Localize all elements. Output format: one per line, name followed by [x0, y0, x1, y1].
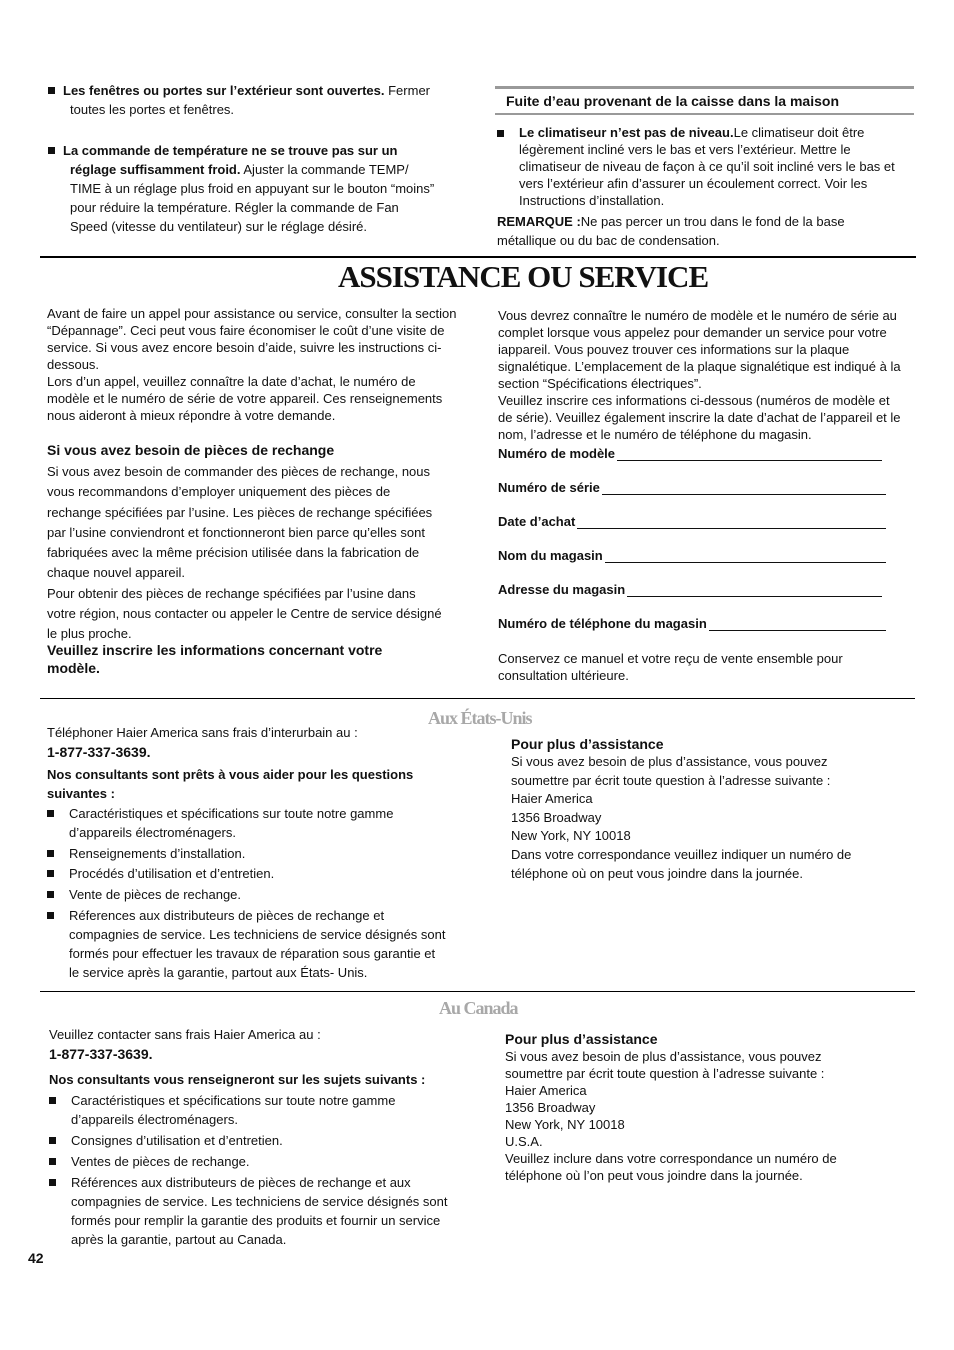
- canada-more-text: Si vous avez besoin de plus d’assistance, vous pouvez soumettre par écrit toute question à l’adresse suivante : Haier America 1356 Broadway New York, NY 10018 U.S.A. Veuillez inclure dans votre correspondance un numéro de téléphone où l’on peut vous joindre dans la journée.: [505, 1049, 837, 1183]
- usa-more-heading: Pour plus d’assistance: [511, 736, 664, 752]
- model-number-field[interactable]: Numéro de modèle: [498, 444, 886, 461]
- store-address-field[interactable]: Adresse du magasin: [498, 580, 886, 597]
- list-item: Caractéristiques et spécifications sur toute notre gamme d’appareils électroménagers.: [47, 804, 447, 842]
- bullet-icon: [48, 147, 55, 154]
- canada-call-text: Veuillez contacter sans frais Haier America au :: [49, 1027, 321, 1042]
- parts-text: Si vous avez besoin de commander des pièces de rechange, nous vous recommandons d’employer uniquement des pièces de rechange spécifiées par l’usine. Les pièces de rechange spécifiées par l’usine conviendront et fonctionneront bien parce qu’elles sont fabriquées avec la même précision utilisée dans la fabrication de chaque nouvel appareil. Pour obtenir des pièces de rechange spécifiées par l’usine dans votre région, nous contacter ou appeler le Centre de service désigné le plus proche.: [47, 464, 442, 642]
- list-item: Renseignements d’installation.: [47, 844, 447, 863]
- store-name-field[interactable]: Nom du magasin: [498, 546, 886, 563]
- usa-phone: 1-877-337-3639.: [47, 744, 151, 760]
- list-item: Procédés d’utilisation et d’entretien.: [47, 864, 447, 883]
- bullet-icon: [48, 87, 55, 94]
- list-item: Consignes d’utilisation et d’entretien.: [49, 1131, 449, 1150]
- usa-topics-list: [47, 804, 447, 982]
- section-divider: [495, 113, 914, 115]
- troubleshoot-item-windows: Les fenêtres ou portes sur l’extérieur sont ouvertes. Fermer toutes les portes et fenêtres.: [48, 82, 468, 118]
- canada-consultants-heading: Nos consultants vous renseigneront sur les sujets suivants :: [49, 1072, 426, 1087]
- canada-title: Au Canada: [439, 998, 518, 1018]
- top-left-troubleshooting: [48, 82, 468, 236]
- record-heading: Veuillez inscrire les informations concernant votre modèle.: [47, 642, 383, 676]
- page-title: ASSISTANCE OU SERVICE: [338, 259, 709, 294]
- assistance-intro: Avant de faire un appel pour assistance ou service, consulter la section “Dépannage”. Ceci peut vous faire économiser le coût d’une visite de service. Si vous avez encore besoin d’aide, suivre les instructions ci-dessous. Lors d’un appel, veuillez connaître la date d’achat, le numéro de modèle et le numéro de série de votre appareil. Ces renseignements nous aideront à mieux répondre à votre demande.: [47, 306, 457, 423]
- canada-topics-list: [49, 1091, 449, 1249]
- canada-more-heading: Pour plus d’assistance: [505, 1031, 658, 1047]
- leak-note: REMARQUE :Ne pas percer un trou dans le fond de la base métallique ou du bac de condensation.: [497, 214, 845, 248]
- record-form: [498, 444, 886, 631]
- purchase-date-field[interactable]: Date d’achat: [498, 512, 886, 529]
- serial-number-field[interactable]: Numéro de série: [498, 478, 886, 495]
- keep-manual-note: Conservez ce manuel et votre reçu de vente ensemble pour consultation ultérieure.: [498, 651, 843, 683]
- serial-info-text: Vous devrez connaître le numéro de modèle et le numéro de série au complet lorsque vous appelez pour demander un service pour votre iappareil. Vous pouvez trouver ces informations sur la plaque signalétique. L’emplacement de la plaque signalétique est indiqué à la section “Spécifications électriques”. Veuillez inscrire ces informations ci-dessous (numéros de modèle et de série). Veuillez également inscrire la date d’achat de l’appareil et le nom, l’adresse et le numéro de téléphone du magasin.: [498, 308, 901, 442]
- leak-heading: Fuite d’eau provenant de la caisse dans la maison: [506, 93, 839, 109]
- leak-item-level: Le climatiseur n’est pas de niveau.Le climatiseur doit être légèrement incliné vers le bas et vers l’extérieur. Mettre le climatiseur de niveau de façon à ce qu’il soit incliné vers le bas et vers l’extérieur afin d’assurer un écoulement correct. Voir les Instructions d’installation.: [497, 124, 899, 209]
- list-item: Vente de pièces de rechange.: [47, 885, 447, 904]
- list-item: Références aux distributeurs de pièces de rechange et aux compagnies de service. Les techniciens de service désignés sont formés pour remplir la garantie des produits et fournir un service après la garantie, partout au Canada.: [49, 1173, 449, 1249]
- list-item: Caractéristiques et spécifications sur toute notre gamme d’appareils électroménagers.: [49, 1091, 449, 1129]
- usa-consultants-heading: Nos consultants sont prêts à vous aider pour les questions suivantes :: [47, 767, 414, 801]
- section-rule: [40, 991, 915, 992]
- usa-call-text: Téléphoner Haier America sans frais d’interurbain au :: [47, 725, 358, 740]
- section-divider: [495, 86, 914, 89]
- usa-title: Aux États-Unis: [428, 708, 532, 728]
- store-phone-field[interactable]: Numéro de téléphone du magasin: [498, 614, 886, 631]
- page-number: 42: [28, 1250, 44, 1266]
- section-rule: [40, 698, 915, 699]
- canada-phone: 1-877-337-3639.: [49, 1046, 153, 1062]
- title-rule: [40, 256, 916, 258]
- list-item: Réferences aux distributeurs de pièces de rechange et compagnies de service. Les techniciens de service désignés sont formés pour effectuer les travaux de réparation sous garantie et le service après la garantie, partout aux États- Unis.: [47, 906, 447, 982]
- troubleshoot-item-temperature: La commande de température ne se trouve pas sur un réglage suffisamment froid. Ajuster la commande TEMP/ TIME à un réglage plus froid en appuyant sur le bouton “moins” pour réduire la température. Régler la commande de Fan Speed (vitesse du ventilateur) sur le réglage désiré.: [48, 141, 468, 236]
- list-item: Ventes de pièces de rechange.: [49, 1152, 449, 1171]
- bullet-icon: [497, 130, 504, 137]
- usa-more-text: Si vous avez besoin de plus d’assistance, vous pouvez soumettre par écrit toute question à l’adresse suivante : Haier America 1356 Broadway New York, NY 10018 Dans votre correspondance veuillez indiquer un numéro de téléphone où on peut vous joindre dans la journée.: [511, 754, 852, 881]
- parts-heading: Si vous avez besoin de pièces de rechange: [47, 442, 335, 458]
